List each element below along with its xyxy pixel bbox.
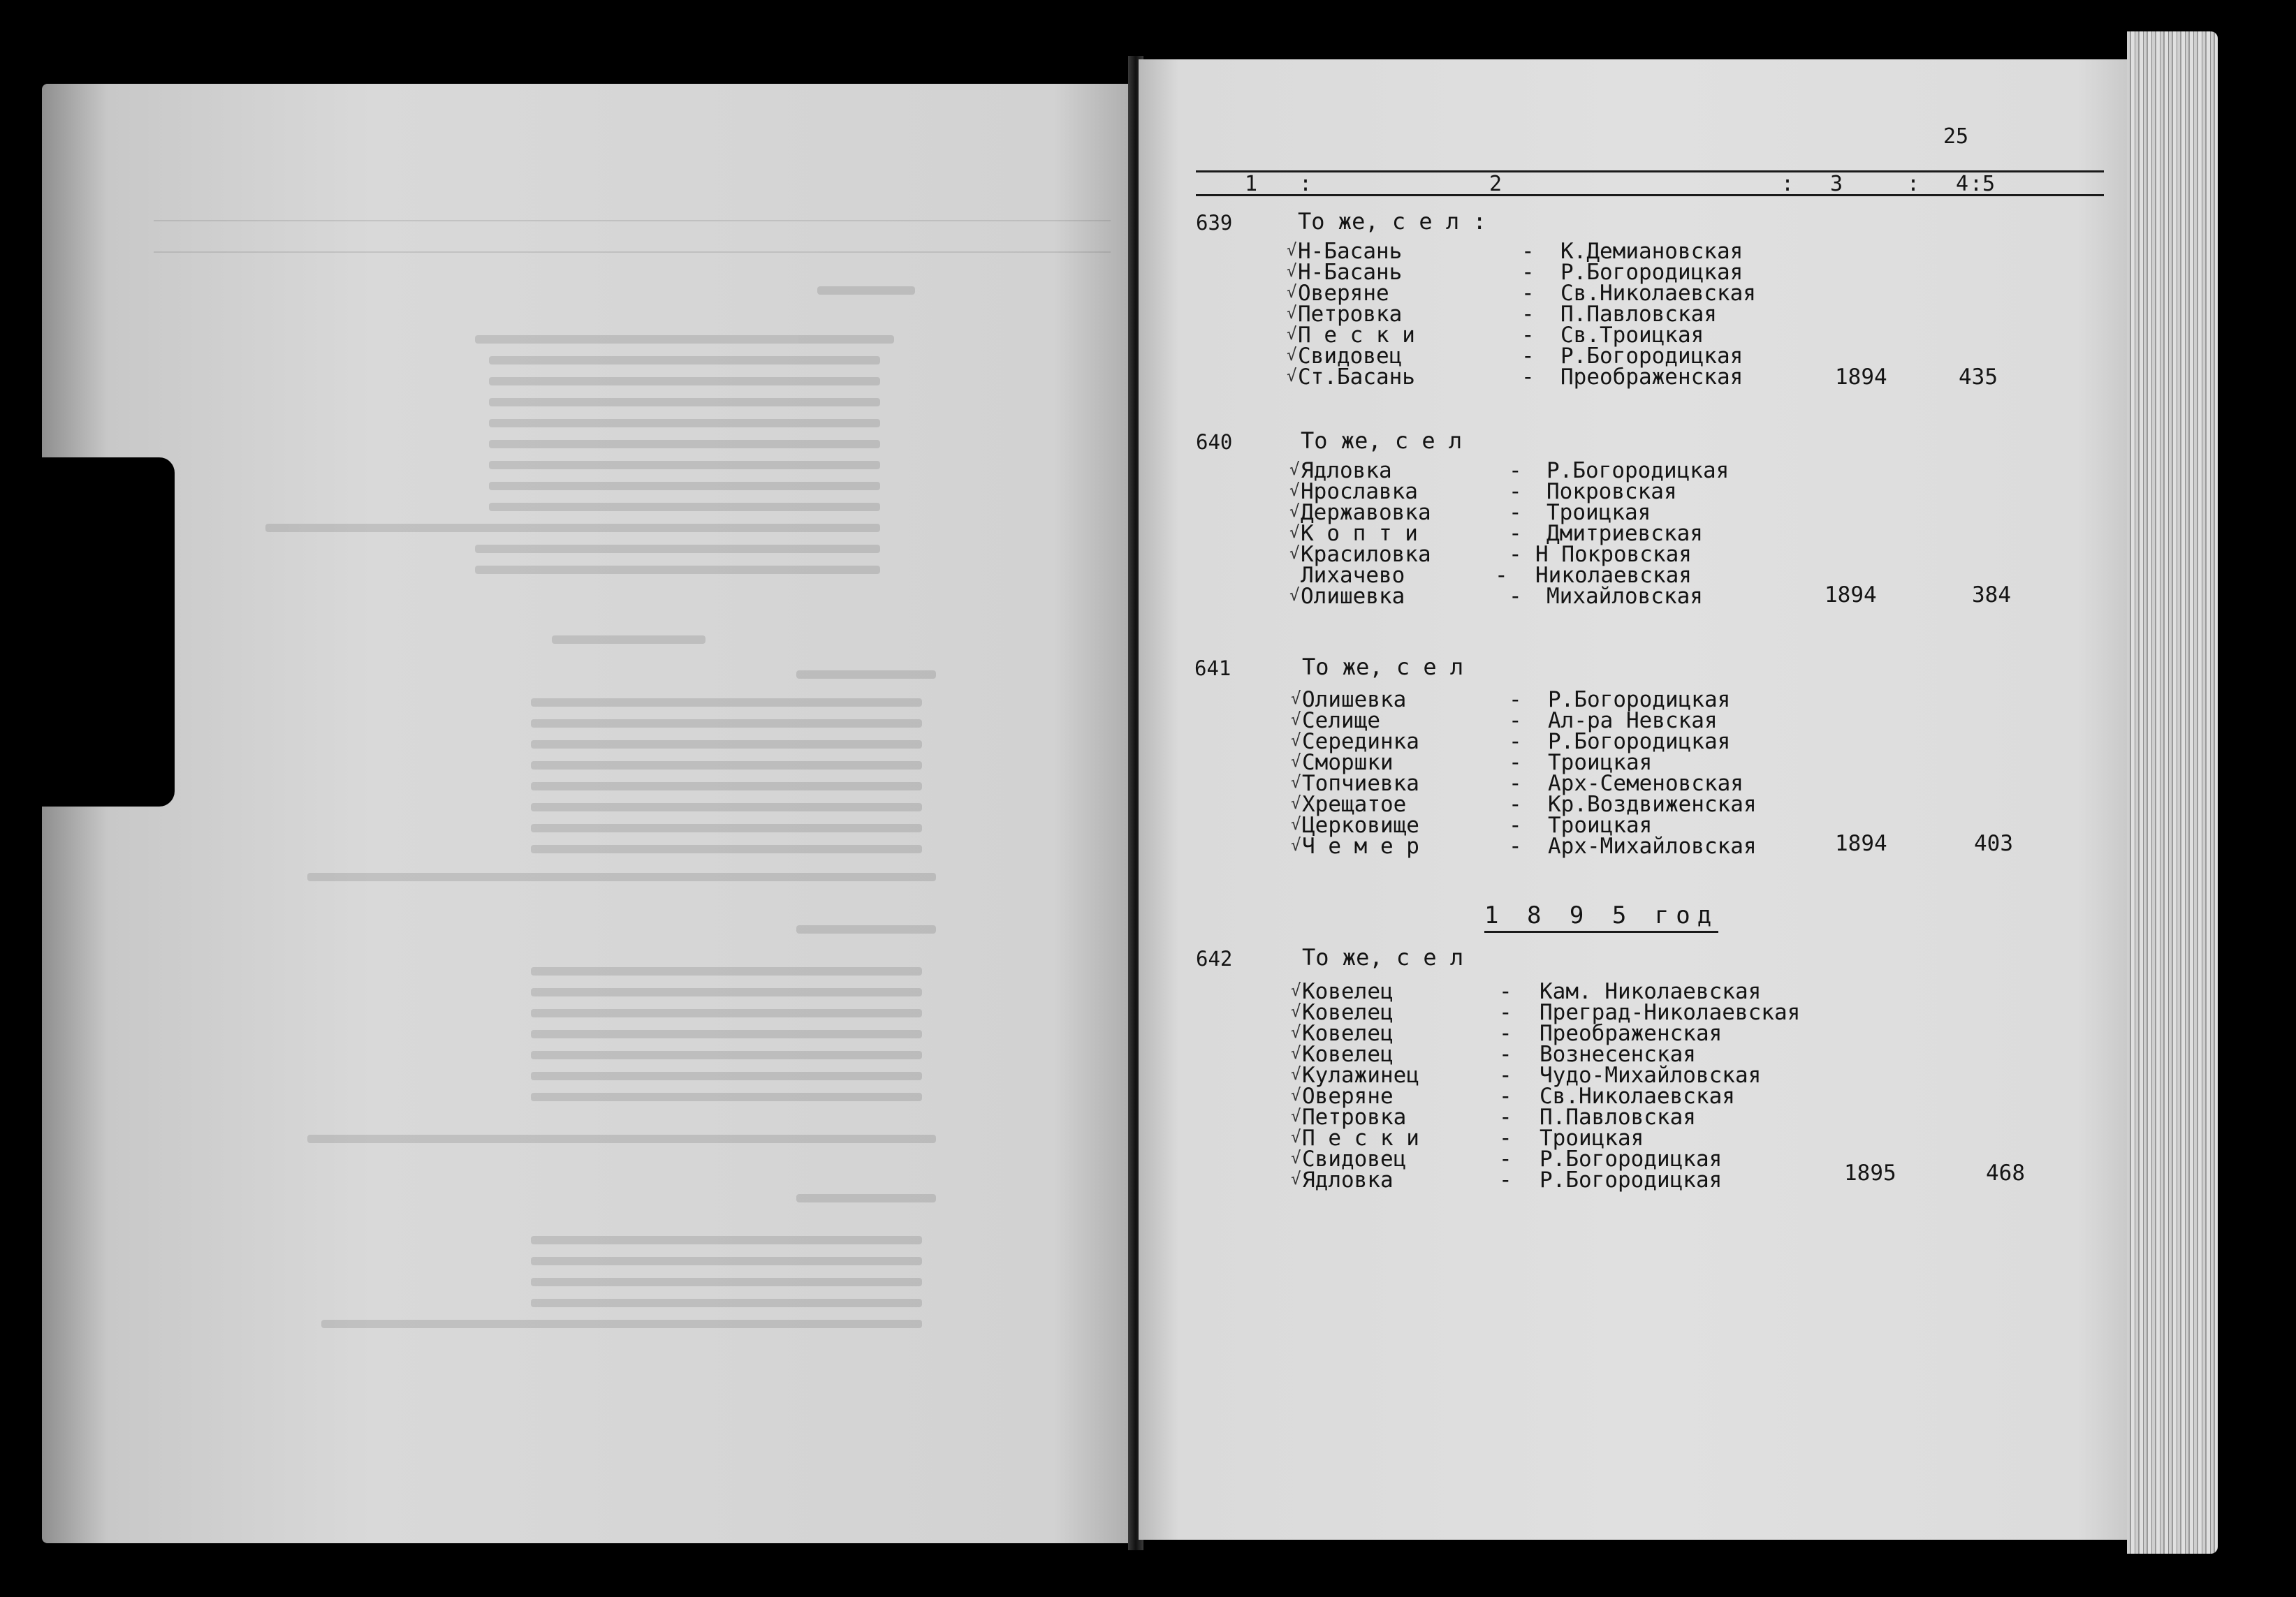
- header-sep: :: [1970, 172, 1983, 196]
- page-number: 25: [1943, 124, 1969, 149]
- entry-number: 642: [1196, 947, 1233, 971]
- check-mark-icon: √: [1291, 1064, 1301, 1084]
- entry-count: 468: [1986, 1161, 2025, 1186]
- entry-year: 1894: [1835, 365, 1887, 390]
- check-mark-icon: √: [1289, 585, 1300, 605]
- entry-count: 403: [1974, 831, 2013, 856]
- header-sep: :: [1781, 172, 1794, 196]
- check-mark-icon: √: [1291, 980, 1301, 1000]
- check-mark-icon: √: [1291, 1169, 1301, 1188]
- check-mark-icon: √: [1291, 793, 1301, 813]
- column-header: [1196, 170, 2104, 197]
- header-sep: :: [1299, 172, 1312, 196]
- entry-year: 1894: [1835, 831, 1887, 856]
- entry-heading: То же, с е л: [1302, 944, 1464, 971]
- check-mark-icon: √: [1291, 1106, 1301, 1126]
- entry-heading: То же, с е л: [1301, 427, 1463, 454]
- binder-clip: [0, 457, 175, 807]
- entry-number: 641: [1194, 656, 1231, 680]
- check-mark-icon: √: [1291, 1148, 1301, 1168]
- check-mark-icon: √: [1291, 709, 1301, 729]
- check-mark-icon: √: [1291, 814, 1301, 834]
- entry-heading: То же, с е л: [1302, 654, 1464, 680]
- check-mark-icon: √: [1289, 543, 1300, 563]
- check-mark-icon: √: [1291, 751, 1301, 771]
- entry-heading: То же, с е л :: [1298, 208, 1486, 235]
- check-mark-icon: √: [1291, 1043, 1301, 1063]
- check-mark-icon: √: [1291, 1085, 1301, 1105]
- check-mark-icon: √: [1291, 1001, 1301, 1021]
- entry-count: 435: [1959, 365, 1998, 390]
- header-col-5: 5: [1982, 172, 1996, 196]
- check-mark-icon: √: [1291, 730, 1301, 750]
- entry-count: 384: [1972, 582, 2011, 608]
- header-col-3: 3: [1830, 172, 1843, 196]
- entry-number: 639: [1196, 211, 1233, 235]
- year-heading: 1 8 9 5 год: [1484, 901, 1718, 933]
- check-mark-icon: √: [1287, 240, 1297, 260]
- check-mark-icon: √: [1287, 345, 1297, 365]
- header-sep: :: [1907, 172, 1920, 196]
- bleedthrough-text: [42, 84, 1142, 1543]
- check-mark-icon: √: [1289, 480, 1300, 500]
- check-mark-icon: √: [1287, 282, 1297, 302]
- check-mark-icon: √: [1291, 1127, 1301, 1147]
- check-mark-icon: √: [1287, 261, 1297, 281]
- check-mark-icon: √: [1289, 459, 1300, 479]
- header-col-2: 2: [1489, 172, 1502, 196]
- check-mark-icon: √: [1289, 522, 1300, 542]
- check-mark-icon: √: [1291, 835, 1301, 855]
- left-page-bleedthrough: [42, 84, 1142, 1543]
- page-edges: [2127, 31, 2218, 1554]
- check-mark-icon: √: [1291, 772, 1301, 792]
- check-mark-icon: √: [1289, 501, 1300, 521]
- check-mark-icon: √: [1287, 366, 1297, 385]
- header-col-1: 1: [1245, 172, 1258, 196]
- entry-year: 1895: [1844, 1161, 1896, 1186]
- check-mark-icon: √: [1291, 1022, 1301, 1042]
- check-mark-icon: √: [1287, 303, 1297, 323]
- entry-number: 640: [1196, 430, 1233, 454]
- check-mark-icon: √: [1287, 324, 1297, 344]
- check-mark-icon: √: [1291, 689, 1301, 708]
- entry-year: 1894: [1825, 582, 1877, 608]
- header-col-4: 4: [1956, 172, 1969, 196]
